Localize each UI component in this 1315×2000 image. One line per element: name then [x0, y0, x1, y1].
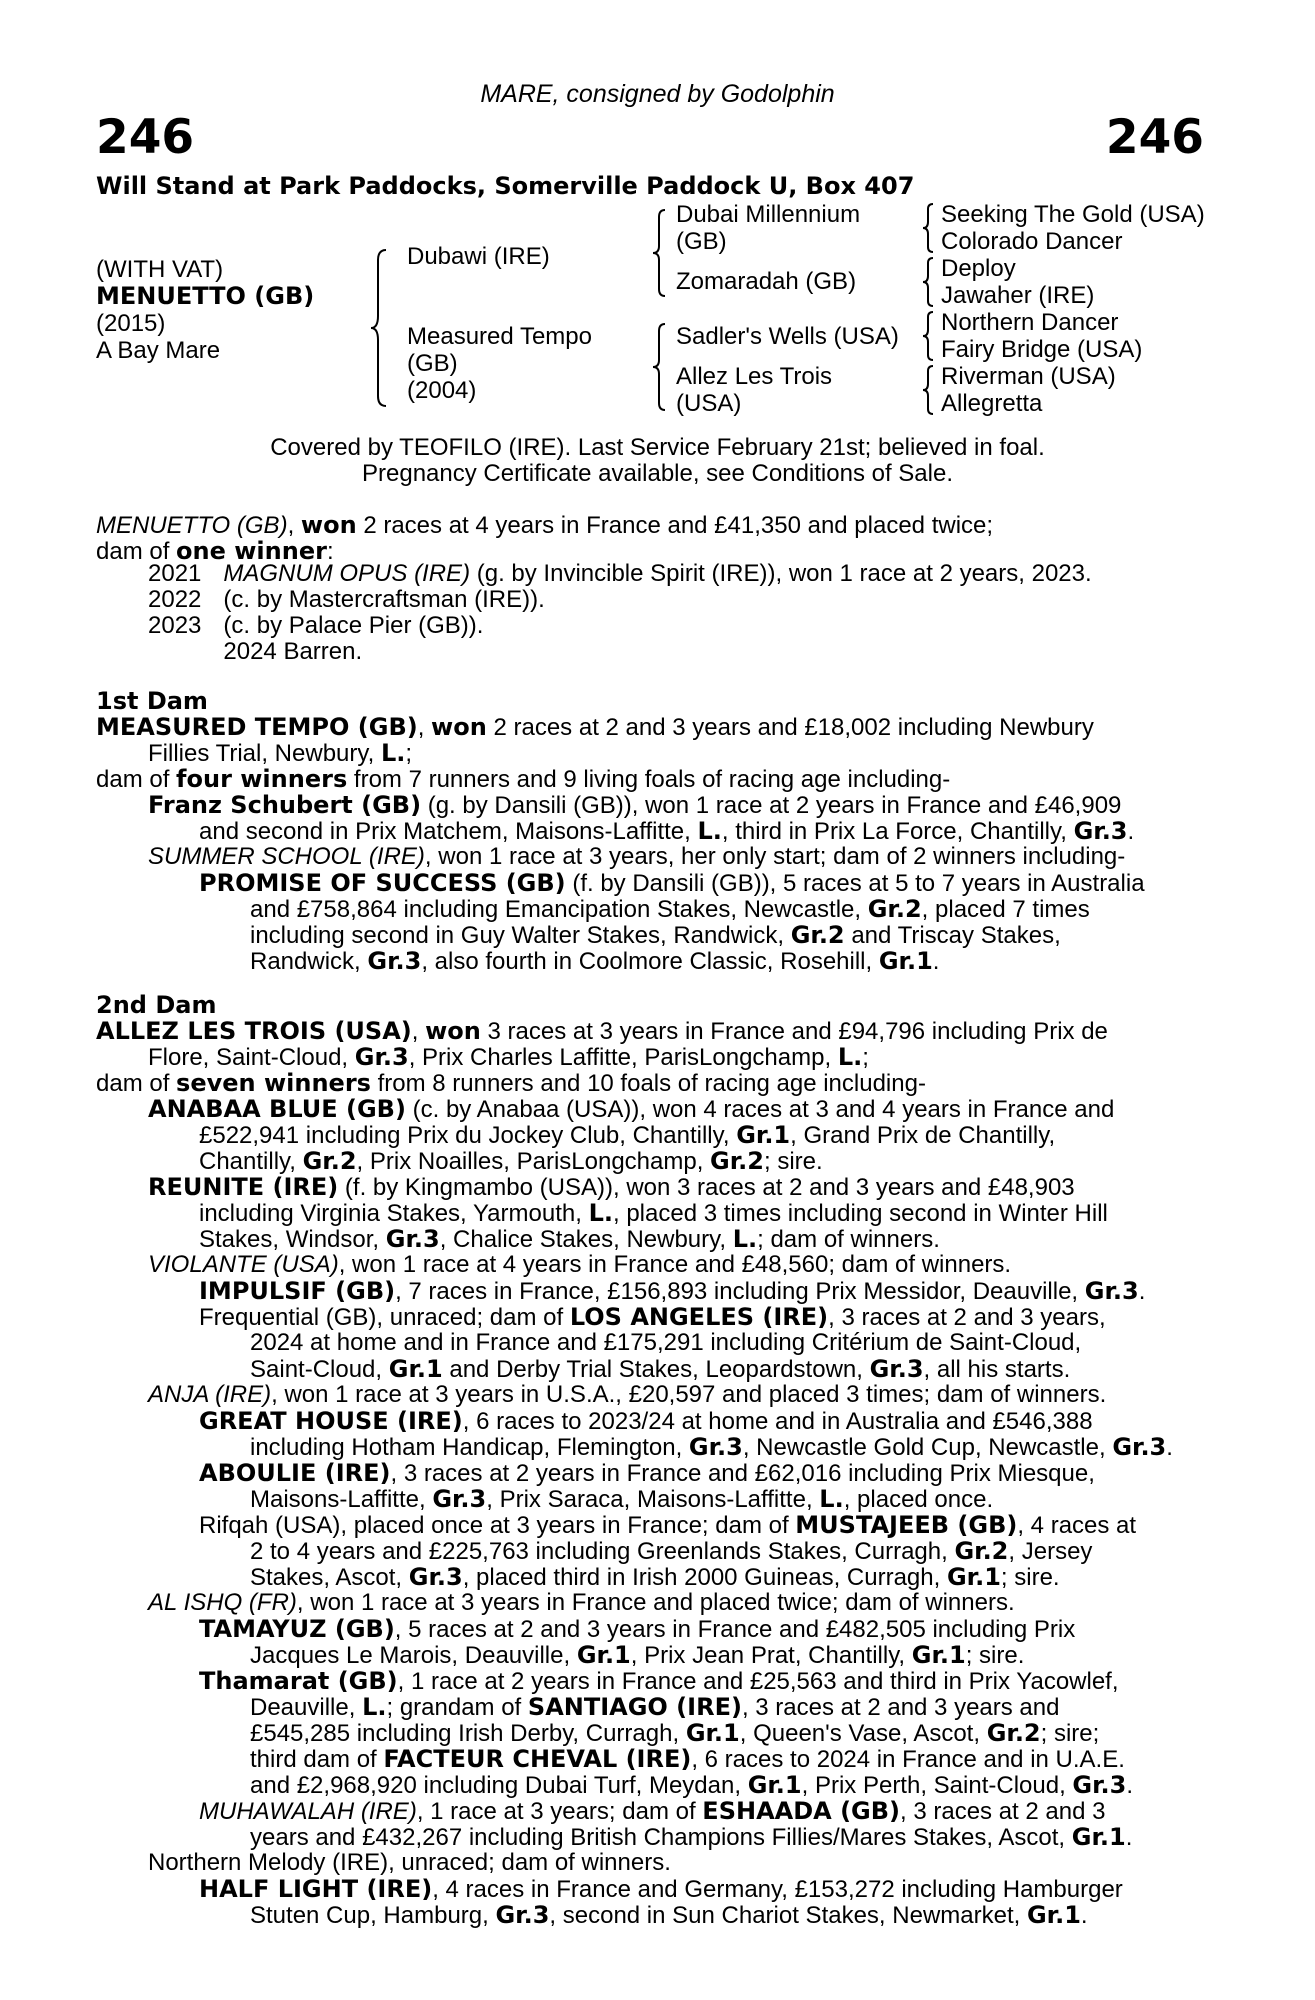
text: , Prix Charles Laffitte, ParisLongchamp,	[408, 1044, 832, 1071]
produce-year: 2021	[148, 560, 202, 587]
text: .	[1127, 818, 1135, 845]
text: , 3 races at 2 and 3 years,	[828, 1304, 1106, 1331]
grade: Gr.2	[867, 895, 922, 923]
winners-count: seven winners	[176, 1069, 371, 1097]
dam2-line1: ALLEZ LES TROIS (USA), won 3 races at 3 years in France and £94,796 including Prix de	[96, 1017, 1108, 1045]
ggd-1: Colorado Dancer	[941, 228, 1123, 255]
covered-line2: Pregnancy Certificate available, see Conditions of Sale.	[362, 460, 953, 487]
rifqah-line1	[199, 1512, 1136, 1539]
ggs-2: Deploy	[941, 255, 1016, 282]
promise-line3	[250, 922, 1061, 949]
text: , Prix Noailles, ParisLongchamp,	[356, 1148, 704, 1175]
text: , 5 races at 2 and 3 years in France and £482,505 including Prix	[394, 1616, 1076, 1643]
text: , won 1 race at 3 years in France and placed twice; dam of winners.	[296, 1589, 1015, 1616]
rifqah-line2	[250, 1538, 1092, 1565]
text: , won 1 race at 3 years in U.S.A., £20,597 and placed 3 times; dam of winners.	[271, 1381, 1107, 1408]
text: , Jersey	[1008, 1538, 1093, 1565]
text: , won 1 race at 3 years, her only start; dam of 2 winners including-	[424, 843, 1126, 870]
tamayuz-line1	[199, 1616, 1075, 1643]
grade: Gr.2	[710, 1147, 764, 1175]
alishq-line	[148, 1590, 1015, 1616]
foal-name: ANJA (IRE)	[148, 1381, 272, 1408]
produce-row	[148, 639, 1092, 665]
foal-name: SANTIAGO (IRE)	[527, 1693, 742, 1721]
anabaa-line2	[199, 1122, 1055, 1149]
first-dam-heading: 1st Dam	[96, 687, 208, 715]
text: (f. by Dansili (GB)), 5 races at 5 to 7 years in Australia	[572, 870, 1145, 897]
grade: Gr.1	[388, 1355, 443, 1383]
text: , second in Sun Chariot Stakes, Newmarket,	[549, 1902, 1021, 1929]
second-dam-heading: 2nd Dam	[96, 991, 217, 1019]
foal-name: TAMAYUZ (GB)	[199, 1615, 395, 1643]
grade: Gr.1	[747, 1771, 802, 1799]
produce-entry	[223, 561, 1091, 587]
anabaa-line1	[148, 1096, 1114, 1123]
foal-name: LOS ANGELES (IRE)	[569, 1303, 829, 1331]
text: (g. by Dansili (GB)), won 1 race at 2 years in France and £46,909	[427, 792, 1122, 819]
ggd-4: Allegretta	[941, 390, 1043, 417]
text: , 3 races at 2 and 3	[900, 1798, 1106, 1825]
produce-entry	[223, 613, 1091, 639]
text: , also fourth in Coolmore Classic, Rosehill,	[421, 948, 873, 975]
great-line2	[250, 1434, 1173, 1461]
ggd-2: Jawaher (IRE)	[941, 282, 1095, 309]
produce-year: 2022	[148, 586, 202, 613]
text: ; sire.	[965, 1642, 1025, 1669]
produce-entry	[223, 587, 1091, 613]
horse-desc: A Bay Mare	[96, 337, 221, 364]
mare-name: MENUETTO (GB)	[96, 512, 288, 539]
dam-dam-line1: Allez Les Trois	[676, 363, 833, 390]
grade: Gr.3	[1073, 817, 1128, 845]
text: , won 1 race at 4 years in France and £48,560; dam of winners.	[338, 1251, 1012, 1278]
text: ; grandam of	[386, 1694, 522, 1721]
anabaa-line3	[199, 1148, 823, 1175]
lot-number-left: 246	[96, 110, 195, 165]
text: Randwick,	[250, 948, 361, 975]
text: , 6 races to 2023/24 at home and in Australia and £546,388	[462, 1408, 1093, 1435]
foal-name: SUMMER SCHOOL (IRE)	[148, 843, 425, 870]
won-word: won	[300, 511, 357, 539]
thamarat-line4	[250, 1746, 1125, 1773]
dam-of-label: dam of	[96, 1070, 170, 1097]
promise-line1	[199, 870, 1145, 897]
dam-line2: (GB)	[407, 350, 458, 377]
dam2-line2	[148, 1044, 869, 1071]
ggs-4: Riverman (USA)	[941, 363, 1116, 390]
produce-year	[148, 639, 223, 665]
text: and £2,968,920 including Dubai Turf, Meydan,	[250, 1772, 742, 1799]
text: Fillies Trial, Newbury,	[148, 740, 375, 767]
text: , all his starts.	[923, 1356, 1071, 1383]
dam2-line3	[96, 1070, 926, 1097]
grade: L.	[837, 1043, 863, 1071]
grade: Gr.2	[954, 1537, 1009, 1565]
horse-year: (2015)	[96, 310, 166, 337]
grade: Gr.3	[385, 1225, 440, 1253]
ggd-3: Fairy Bridge (USA)	[941, 336, 1143, 363]
produce-row	[148, 587, 1092, 613]
text: Deauville,	[250, 1694, 356, 1721]
grade: L.	[588, 1199, 613, 1227]
grade: Gr.3	[1072, 1771, 1127, 1799]
dam-dam-line2: (USA)	[676, 390, 742, 417]
sire-dam: Zomaradah (GB)	[676, 268, 857, 295]
text: .	[1126, 1772, 1134, 1799]
text: and Derby Trial Stakes, Leopardstown,	[449, 1356, 863, 1383]
dam-line3: (2004)	[407, 377, 477, 404]
text: Jacques Le Marois, Deauville,	[250, 1642, 571, 1669]
text: .	[932, 948, 940, 975]
grade: Gr.3	[1084, 1277, 1139, 1305]
text: Rifqah (USA), placed once at 3 years in France; dam of	[199, 1512, 789, 1539]
produce-table	[148, 561, 1092, 665]
foal-name: Thamarat (GB)	[199, 1667, 398, 1695]
grade: L.	[380, 739, 406, 767]
text: .	[1166, 1434, 1173, 1461]
colon: :	[326, 538, 334, 565]
text: , Chalice Stakes, Newbury,	[439, 1226, 727, 1253]
foal-name: GREAT HOUSE (IRE)	[199, 1407, 463, 1435]
anja-line	[148, 1382, 1106, 1408]
brace-gen3-4	[920, 364, 936, 416]
dam1-line1: MEASURED TEMPO (GB), won 2 races at 2 and 3 years and £18,002 including Newbury	[96, 713, 1094, 741]
text: .	[1138, 1278, 1146, 1305]
text: ; sire;	[1040, 1720, 1100, 1747]
foal-name: MUHAWALAH (IRE)	[199, 1798, 417, 1825]
reunite-line2	[199, 1200, 1108, 1227]
franz-line2	[199, 818, 1134, 845]
grade: Gr.2	[986, 1719, 1041, 1747]
mare-record: 2 races at 4 years in France and £41,350 and placed twice;	[363, 512, 994, 539]
summer-line	[148, 844, 1125, 870]
brace-gen2-dam	[650, 322, 668, 412]
brace-gen3-2	[920, 256, 936, 308]
foal-name: ABOULIE (IRE)	[199, 1459, 391, 1487]
text: Stakes, Windsor,	[199, 1226, 380, 1253]
mare-line1: MENUETTO (GB), won 2 races at 4 years in France and £41,350 and placed twice;	[96, 511, 994, 539]
stand-location: Will Stand at Park Paddocks, Somerville Paddock U, Box 407	[96, 172, 915, 200]
text: .	[1080, 1902, 1088, 1929]
text: Frequential (GB), unraced; dam of	[199, 1304, 564, 1331]
grade: Gr.3	[869, 1355, 924, 1383]
dam-line1: Measured Tempo	[407, 323, 592, 350]
ggs-3: Northern Dancer	[941, 309, 1119, 336]
text: .	[1125, 1824, 1133, 1851]
text: , third in Prix La Force, Chantilly,	[721, 818, 1067, 845]
aboulie-line2	[250, 1486, 993, 1513]
grade: L.	[697, 817, 722, 845]
foal-name: ANABAA BLUE (GB)	[148, 1095, 406, 1123]
horse-name: MENUETTO (GB)	[96, 282, 315, 310]
thamarat-line3	[250, 1720, 1099, 1747]
produce-text: (c. by Mastercraftsman (IRE)).	[223, 586, 545, 613]
grade: Gr.3	[367, 947, 422, 975]
text: , 1 race at 3 years; dam of	[416, 1798, 696, 1825]
grade: Gr.1	[1071, 1823, 1126, 1851]
won-word: won	[425, 1017, 481, 1045]
foal-name: HALF LIGHT (IRE)	[199, 1875, 433, 1903]
grade: Gr.1	[878, 947, 933, 975]
produce-text: 2024 Barren.	[223, 638, 363, 665]
text: and Triscay Stakes,	[851, 922, 1061, 949]
foal-name: PROMISE OF SUCCESS (GB)	[199, 869, 566, 897]
impulsif-line	[199, 1278, 1145, 1305]
text: £545,285 including Irish Derby, Curragh,	[250, 1720, 680, 1747]
vat-note: (WITH VAT)	[96, 256, 224, 283]
dam2-name: ALLEZ LES TROIS (USA)	[96, 1017, 412, 1045]
winners-count: four winners	[176, 765, 348, 793]
foal-name: FACTEUR CHEVAL (IRE)	[383, 1745, 692, 1773]
produce-row	[148, 613, 1092, 639]
text: ;	[862, 1044, 869, 1071]
freq-line1	[199, 1304, 1106, 1331]
foal-name: IMPULSIF (GB)	[199, 1277, 396, 1305]
foal-name: AL ISHQ (FR)	[148, 1589, 297, 1616]
grade: Gr.1	[946, 1563, 1001, 1591]
text: £522,941 including Prix du Jockey Club, Chantilly,	[199, 1122, 730, 1149]
dam-of-label: dam of	[96, 766, 170, 793]
grade: Gr.1	[736, 1121, 791, 1149]
text: , 6 races to 2024 in France and in U.A.E.	[691, 1746, 1125, 1773]
winners-count: one winner	[176, 537, 327, 565]
text: , 4 races at	[1017, 1512, 1137, 1539]
grade: L.	[362, 1693, 387, 1721]
sire-sire-line1: Dubai Millennium	[676, 201, 861, 228]
grade: Gr.3	[495, 1901, 550, 1929]
text: , placed 7 times	[921, 896, 1090, 923]
produce-name: MAGNUM OPUS (IRE)	[223, 560, 471, 587]
foal-name: Franz Schubert (GB)	[148, 791, 422, 819]
text: and £758,864 including Emancipation Stakes, Newcastle,	[250, 896, 862, 923]
grade: Gr.3	[408, 1563, 463, 1591]
dam-sire: Sadler's Wells (USA)	[676, 323, 899, 350]
foal-name: ESHAADA (GB)	[702, 1797, 900, 1825]
franz-line1	[148, 792, 1121, 819]
grade: L.	[732, 1225, 758, 1253]
sire: Dubawi (IRE)	[407, 243, 550, 270]
great-line1	[199, 1408, 1093, 1435]
sire-sire-line2: (GB)	[676, 228, 727, 255]
grade: Gr.1	[576, 1641, 631, 1669]
rifqah-line3	[250, 1564, 1060, 1591]
reunite-line3	[199, 1226, 940, 1253]
text: including second in Guy Walter Stakes, Randwick,	[250, 922, 785, 949]
grade: Gr.3	[432, 1485, 487, 1513]
produce-row	[148, 561, 1092, 587]
foal-name: VIOLANTE (USA)	[148, 1251, 339, 1278]
lot-number-right: 246	[1105, 110, 1204, 165]
dam2-record: 3 races at 3 years in France and £94,796 including Prix de	[487, 1018, 1108, 1045]
won-word: won	[431, 713, 487, 741]
produce-entry	[223, 639, 1091, 665]
grade: Gr.1	[911, 1641, 966, 1669]
thamarat-line5	[250, 1772, 1133, 1799]
freq-line2: 2024 at home and in France and £175,291 including Critérium de Saint-Cloud,	[250, 1329, 1082, 1356]
text: , placed 3 times including second in Winter Hill	[612, 1200, 1108, 1227]
text: , 3 races at 2 years in France and £62,016 including Prix Miesque,	[390, 1460, 1095, 1487]
consignment-line: MARE, consigned by Godolphin	[480, 80, 835, 108]
text: , 7 races in France, £156,893 including Prix Messidor, Deauville,	[395, 1278, 1079, 1305]
text: , 3 races at 2 and 3 years and	[741, 1694, 1060, 1721]
text: , Newcastle Gold Cup, Newcastle,	[742, 1434, 1106, 1461]
brace-gen2-sire	[650, 208, 668, 298]
text: , Queen's Vase, Ascot,	[739, 1720, 981, 1747]
covered-line1: Covered by TEOFILO (IRE). Last Service February 21st; believed in foal.	[270, 434, 1045, 461]
thamarat-line2	[250, 1694, 1059, 1721]
text: , placed once.	[843, 1486, 994, 1513]
text: , placed third in Irish 2000 Guineas, Curragh,	[462, 1564, 941, 1591]
dam1-line3	[96, 766, 950, 793]
text: and second in Prix Matchem, Maisons-Laffitte,	[199, 818, 691, 845]
foal-name: REUNITE (IRE)	[148, 1173, 339, 1201]
text: Flore, Saint-Cloud,	[148, 1044, 349, 1071]
dam1-record: 2 races at 2 and 3 years and £18,002 including Newbury	[493, 714, 1094, 741]
grade: Gr.3	[354, 1043, 409, 1071]
text: Chantilly,	[199, 1148, 296, 1175]
grade: Gr.3	[1112, 1433, 1167, 1461]
text: , Prix Jean Prat, Chantilly,	[630, 1642, 906, 1669]
text: 2 to 4 years and £225,763 including Greenlands Stakes, Curragh,	[250, 1538, 948, 1565]
brace-gen3-3	[920, 310, 936, 362]
text: Stuten Cup, Hamburg,	[250, 1902, 489, 1929]
grade: Gr.1	[685, 1719, 740, 1747]
text: including Virginia Stakes, Yarmouth,	[199, 1200, 582, 1227]
half-line1	[199, 1876, 1123, 1903]
produce-text: (g. by Invincible Spirit (IRE)), won 1 race at 2 years, 2023.	[476, 560, 1092, 587]
runners-text: from 7 runners and 9 living foals of racing age including-	[353, 766, 951, 793]
half-line2	[250, 1902, 1088, 1929]
grade: Gr.1	[1026, 1901, 1081, 1929]
text: years and £432,267 including British Champions Fillies/Mares Stakes, Ascot,	[250, 1824, 1066, 1851]
runners-text: from 8 runners and 10 foals of racing age including-	[377, 1070, 926, 1097]
grade: L.	[819, 1485, 844, 1513]
text: , Prix Saraca, Maisons-Laffitte,	[486, 1486, 813, 1513]
dam-of-label: dam of	[96, 538, 170, 565]
text: ; sire.	[1000, 1564, 1060, 1591]
produce-text: (c. by Palace Pier (GB)).	[223, 612, 484, 639]
dam1-name: MEASURED TEMPO (GB)	[96, 713, 418, 741]
ggs-1: Seeking The Gold (USA)	[941, 201, 1205, 228]
promise-line2	[250, 896, 1090, 923]
thamarat-line1	[199, 1668, 1119, 1695]
produce-year: 2023	[148, 612, 202, 639]
text: ; sire.	[763, 1148, 823, 1175]
text: Maisons-Laffitte,	[250, 1486, 426, 1513]
freq-line3	[250, 1356, 1070, 1383]
muha-line1	[199, 1798, 1105, 1825]
foal-name: MUSTAJEEB (GB)	[795, 1511, 1018, 1539]
grade: Gr.3	[688, 1433, 743, 1461]
text: third dam of	[250, 1746, 377, 1773]
text: (c. by Anabaa (USA)), won 4 races at 3 and 4 years in France and	[412, 1096, 1115, 1123]
text: ; dam of winners.	[757, 1226, 940, 1253]
text: (f. by Kingmambo (USA)), won 3 races at 2 and 3 years and £48,903	[344, 1174, 1075, 1201]
text: ;	[405, 740, 413, 767]
brace-gen1	[368, 248, 390, 408]
aboulie-line1	[199, 1460, 1095, 1487]
text: , Grand Prix de Chantilly,	[790, 1122, 1056, 1149]
text: Saint-Cloud,	[250, 1356, 383, 1383]
tamayuz-line2	[250, 1642, 1024, 1669]
brace-gen3-1	[920, 202, 936, 254]
northern-line: Northern Melody (IRE), unraced; dam of winners.	[148, 1849, 671, 1876]
grade: Gr.2	[790, 921, 845, 949]
text: including Hotham Handicap, Flemington,	[250, 1434, 683, 1461]
text: , Prix Perth, Saint-Cloud,	[801, 1772, 1066, 1799]
reunite-line1	[148, 1174, 1075, 1201]
text: , 1 race at 2 years in France and £25,563 and third in Prix Yacowlef,	[397, 1668, 1119, 1695]
grade: Gr.2	[302, 1147, 357, 1175]
dam1-line2	[148, 740, 412, 767]
muha-line2	[250, 1824, 1132, 1851]
promise-line4	[250, 948, 939, 975]
text: Stakes, Ascot,	[250, 1564, 403, 1591]
text: , 4 races in France and Germany, £153,272 including Hamburger	[432, 1876, 1123, 1903]
violante-line	[148, 1252, 1011, 1278]
